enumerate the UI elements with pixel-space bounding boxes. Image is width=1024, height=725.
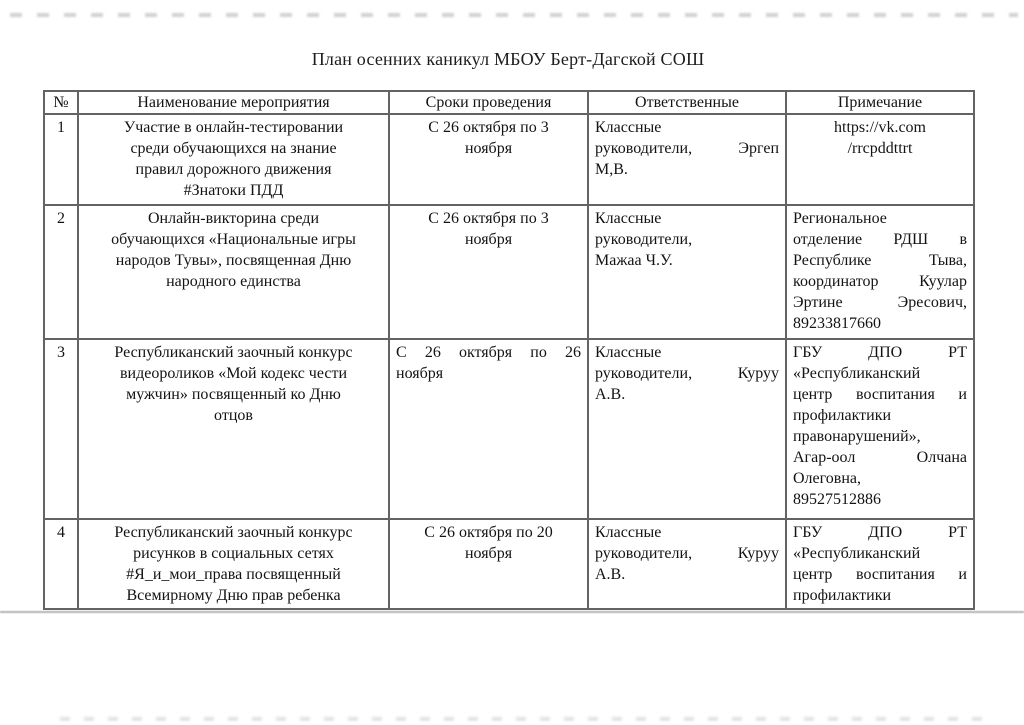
cell-r1-num: 1 — [44, 114, 78, 205]
table-row — [44, 114, 974, 205]
header-cell-name: Наименование мероприятия — [78, 91, 389, 114]
cell-r1-dates: С 26 октября по 3 ноября — [389, 114, 588, 205]
cell-r2-name: Онлайн-викторина среди обучающихся «Национальные игры народов Тувы», посвященная Дню народного единства — [78, 205, 389, 339]
page-cut-line — [0, 611, 1024, 613]
scan-bleed-artifact-top — [10, 13, 1018, 17]
cell-r4-note: ГБУ ДПО РТ «Республиканский центр воспитания и профилактики — [786, 519, 974, 609]
header-cell-note: Примечание — [786, 91, 974, 114]
header-cell-dates: Сроки проведения — [389, 91, 588, 114]
cell-r1-note: https://vk.com /rrcpddttrt — [786, 114, 974, 205]
cell-r4-dates: С 26 октября по 20 ноября — [389, 519, 588, 609]
header-cell-num: № — [44, 91, 78, 114]
cell-r1-name: Участие в онлайн-тестировании среди обучающихся на знание правил дорожного движения #Знатоки ПДД — [78, 114, 389, 205]
header-cell-responsible: Ответственные — [588, 91, 786, 114]
cell-r4-responsible: Классные руководители, Куруу А.В. — [588, 519, 786, 609]
table-header-row — [44, 91, 974, 114]
events-table — [43, 90, 975, 610]
cell-r3-note: ГБУ ДПО РТ «Республиканский центр воспитания и профилактики правонарушений», Агар-оол Олчана Олеговна, 89527512886 — [786, 339, 974, 519]
scan-bleed-artifact-bottom — [60, 717, 984, 721]
cell-r4-num: 4 — [44, 519, 78, 609]
cell-r1-responsible: Классные руководители, Эргеп М,В. — [588, 114, 786, 205]
table-row — [44, 519, 974, 609]
table-row — [44, 339, 974, 519]
table-row — [44, 205, 974, 339]
page-title: План осенних каникул МБОУ Берт-Дагской СОШ — [311, 49, 705, 69]
cell-r3-responsible: Классные руководители, Куруу А.В. — [588, 339, 786, 519]
cell-r4-name: Республиканский заочный конкурс рисунков в социальных сетях #Я_и_мои_права посвященный Всемирному Дню прав ребенка — [78, 519, 389, 609]
cell-r3-name: Республиканский заочный конкурс видеороликов «Мой кодекс чести мужчин» посвященный ко Дню отцов — [78, 339, 389, 519]
cell-r2-note: Региональное отделение РДШ в Республике Тыва, координатор Куулар Эртине Эресович, 89233817660 — [786, 205, 974, 339]
cell-r3-dates: С 26 октября по 26 ноября — [389, 339, 588, 519]
cell-r2-dates: С 26 октября по 3 ноября — [389, 205, 588, 339]
cell-r2-num: 2 — [44, 205, 78, 339]
cell-r2-responsible: Классные руководители, Мажаа Ч.У. — [588, 205, 786, 339]
cell-r3-num: 3 — [44, 339, 78, 519]
